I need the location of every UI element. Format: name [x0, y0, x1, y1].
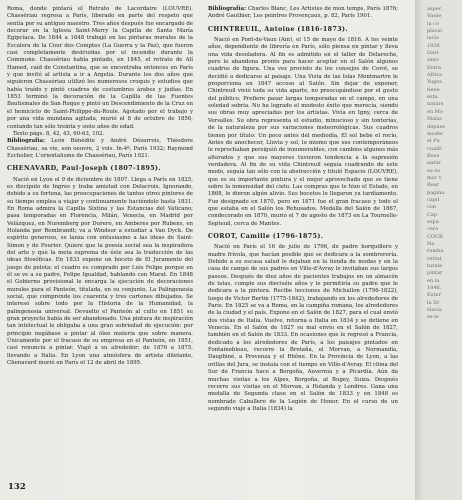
- heading-chenavard: CHENAVARD, Paul-Joseph (1807-1895).: [7, 165, 162, 173]
- edge-fragment: mar v: [427, 174, 442, 181]
- edge-fragment: pagina: [427, 189, 445, 196]
- edge-fragment: tiene: [427, 86, 440, 93]
- chasseriau-paragraph: Roma, donde pintará el Retrato de Lacordaire (LOUVRE). Chassériau regresa a París, liberado en parte del respeto que sentía por su antiguo maestro. Tres años después fue encargado de decorar en la Iglesia Saint-Merry la Capilla de Santa María Egipcíaca. De 1844 a 1848 trabajó en las pinturas murales de la Escalera de la Cour des Comptes (La Guerra y la Paz), que fueron casi completamente destruidas por el incendio durante la Commune. Chassériau había pintado, en 1845, el retrato de Alí Hamed, caíd de Constantina, que se encontraba entonces en París y que invitó al artista a ir a Argelia. Durante los dos años que siguieron Chassériau utilizó los numerosos croquis y estudios que había traído y pintó cuadros de costumbres árabes y judías. En 1853 terminó la decoración de la Capilla de las Fuentes Bautismales de San Roque y pintó un Descendimiento de la Cruz en el hemiciclo de Saint-Philippe-du-Roule. Agotado por el trabajo y por una vida mundana agitada, murió el 8 de octubre de 1856, contando tan sólo treinta y siete años de edad.: [7, 6, 193, 130]
- gutter-shadow: [415, 0, 424, 500]
- bibliography-label: Bibliografía:: [208, 6, 247, 12]
- edge-fragment: cuadr: [427, 145, 442, 152]
- edge-fragment: se le: [427, 314, 439, 321]
- edge-fragment: Africa: [427, 72, 443, 79]
- edge-fragment: natur: [427, 160, 441, 167]
- edge-fragment: cera: [427, 226, 439, 233]
- edge-fragment: ramba: [427, 248, 444, 255]
- left-column: [7, 6, 193, 368]
- bibliography-chenavard: [208, 6, 398, 21]
- edge-fragment: Na: [427, 241, 435, 247]
- edge-fragment: Buse: [427, 152, 440, 159]
- heading-chintreuil: CHINTREUIL, Antoine (1816-1873).: [208, 25, 348, 33]
- chintreuil-paragraph: Nació en Pont-de-Vaux (Ain), el 15 de mayo de 1816. A los veinte años, dependiente de librería en París, sólo piensa en pintar y lleva una vida desoladora. Al fin es admitido en el taller de Delaroche, pero lo abandona pronto para hacer aceptar en el Salón algunos cuadros de figura. Una vez provisto de los consejos de Corot, se decidió a dedicarse al paisaje. Una Vista de las Islas Montmartre le proporciona en 1847 acceso al Salón. Sin dejar de exponer, Chintreuil vivió toda su vida aparte, no preocupándose por el gusto del público. Prefiere pasar largas temporadas en el campo, en una soledad sobria. No ha logrado el modesto éxito que merecía, siendo sus obras muy apreciadas por los artistas. Vivía en Igny, cerca de Versalles. Su obra representa el estudio, minucioso y sin tonterías, de la naturaleza por sus variaciones meteorológicas. Sus cuadros tienen por título: Un poco antes del mediodía, El sol bebe el rocío, Antes de anochecer, Lluvia y sol, lo mismo que sus contemporáneos le reprochaban persiguió de innumerables, con cambios algunos más alterados y que sus mayores tuvieron tendencia a la supresión verdadera. Al fin de su vida Chintreuil seguía cuadrando de este modo, seguía tan sólo con la abstracción y tituló Espacio (LOUVRE), que es su importante pintura y el mejor aprovechado que se tiene sobre la inmensidad del cielo. Las compras que le hizo el Estado, en 1868, le dieron algún alivio. Sus bocetos le llegaron ya tardíamente. Fue designado en 1870, pero en 1871 fue el gran fracaso y todo el que estaba en el Salón los Rehusados. Medalla del Salón de 1867, condecorado en 1870, murió el 7 de agosto de 1873 en La Tournelle-Septeuil, cerca de Mantes.: [208, 37, 398, 227]
- corot-paragraph: Nació en París el 16 de julio de 1796, de padre horquillero y madre frívola, que hacían posible que se dedicara a la sombrerería. Debido a su escasa salud le dejaban en la tienda de modas y en la casa de campo de sus padres en Ville-d'Avray le invitaban sus largos paseos. Después de diez años de pacientes trabajos en un almacén de telas, cumple sus dieciséis años y le permitiría su padre que le dedicara a la pintura. Recibe lecciones de Michallon (1796-1822), luego de Victor Bertin (1775-1842), trabajando en los alrededores de París. En 1825 se va a Roma, en la campiña romana, los alrededores de la ciudad y el país. Expone en el Salón de 1827, para el cual envió dos vistas de Italia. Vuelve, retorna a Italia en 1834 y se detiene en Venecia. En el Salón de 1827 su mal envío en el Salón de 1827, también en el Salón de 1833. En ocasiones que le regresó a Francia, dedicado a los alrededores de París, a los paisajes pintados en Fontainebleau, recorre la Bretaña, el Morvan, a Normandía, Dauphiné, a Provenza y el Rhône. En la Provincia de Lyon, a las orillas del Jura, se instala con el tiempo en Ville-d'Avray. El clima del Sur de Francia hace a Borgoña, Auvernia y a Picardía. Aún da muchas visitas a los Alpes, Borgoña, al Bugey, Suiza. Después recorre sus visitas en el Morvan, a Holanda y Londres. Gana una medalla de Segunda clase en el Salón de 1833 y en 1848 es nombrado Caballero de la Legión de Honor. En el curso de un segundo viaje a Italia (1834) la: [208, 244, 398, 412]
- bibliography-label: Bibliografía:: [7, 138, 46, 145]
- facing-page-edge: [415, 0, 462, 500]
- bibliography-chasseriau: [7, 138, 193, 160]
- facing-page-text: [427, 6, 462, 322]
- edge-fragment: aspec: [427, 6, 442, 12]
- edge-fragment: Yugos: [427, 79, 442, 86]
- edge-fragment: moder: [427, 130, 444, 137]
- edge-fragment: capit: [427, 196, 440, 203]
- edge-fragment: esta: [427, 94, 438, 101]
- edge-fragment: Exter: [427, 292, 441, 299]
- edge-fragment: la Dr: [427, 299, 440, 306]
- heading-corot: COROT, Camille (1796-1875).: [208, 232, 324, 240]
- edge-fragment: Gast: [427, 50, 439, 57]
- edge-fragment: el Pu: [427, 138, 440, 145]
- edge-fragment: Vasse: [427, 13, 442, 20]
- edge-fragment: pintar: [427, 270, 443, 277]
- edge-fragment: 1846,: [427, 285, 442, 292]
- edge-fragment: plació: [427, 28, 443, 35]
- edge-fragment: Rear: [427, 182, 440, 189]
- edge-fragment: en la: [427, 277, 440, 284]
- edge-fragment: turale: [427, 263, 443, 270]
- edge-fragment: la co: [427, 20, 439, 27]
- edge-fragment: depuse: [427, 123, 446, 130]
- edge-fragment: espa: [427, 218, 439, 225]
- bibliography-text: León Bénédite y André Dézarrois, Théodore Chassériau, sa vie, son oeuvre, 2 vols. In-4º, París 1932; Raymond Escholier, L'orientalisme de Chassériau, París 1921.: [7, 138, 193, 159]
- edge-fragment: Entre: [427, 64, 442, 71]
- bibliography-text: Charles Blanc, Les Artistes de mon temps, París 1876; André Gauthier, Les peintres Provençaux, p. 82, París 1901.: [208, 6, 399, 20]
- edge-fragment: Hacia: [427, 307, 442, 314]
- edge-fragment: lacio: [427, 35, 439, 42]
- edge-fragment: sano: [427, 57, 439, 64]
- chenavard-paragraph: Nació en Lyon el 9 de diciembre de 1807. Llega a París en 1825, es discípulo de Ingres y traba amistad con Delacroix. Ignorando, debido a su fortuna, las preocupaciones de tantos otros pintores de su tiempo emplea a viajar y continuamente haciéndolo hasta 1831. En Roma admira la Capilla Sixtina y las Estancias del Vaticano; pasa temporadas en Florencia, Milán, Venecia, en Madrid por Velázquez, en Nuremberg por Durero, en Amberes por Rubens, en Holanda por Rembrandt; va a Windsor a estudiar a Van Dyck. De espíritu generoso, se lanza con entusiasmo a las ideas de Saint-Simon y de Fourier. Quiere que la poesía social sea la inspiradora del arte y que la meta suprema de éste sea la traducción de las ideas filosóficas. En 1833 expone un boceto de El Juramento del juego de pelota; el cuadro es comprado por Luis Felipe porque en él se ve a su padre, Felipe Igualdad, hablando con Marat. En 1848 el Gobierno provisional le encarga la ejecución de decoraciones murales para el Panteón, titulada, en su conjunto, La Palingenesia social, que comprende los cuarenta y tres cartones dibujados. Se interesó sobre todo por la Historia de la Humanidad, la palingenesia universal. Devuelto el Panteón al culto en 1851 su gran proyecto había de ser abandonado. Una pintura de inspiración tan intelectual le obligaba a una gran sobriedad de ejecución: por principio negábase a pintar al óleo materia que sobre manera. Únicamente por el fracaso de su empresa en el Panteón, en 1851, casi renuncia a pintar. Viajó a su alrededor; de 1876 a 1875, llevando a Italia. En Lyon una atmósfera de artista diletante, Chenavard murió en París el 12 de abril de 1895.: [7, 176, 193, 367]
- edge-fragment: su su: [427, 167, 441, 174]
- edge-fragment: COUR: [427, 233, 443, 240]
- edge-fragment: Cap: [427, 211, 438, 218]
- edge-fragment: retrat: [427, 255, 442, 262]
- edge-fragment: Malac: [427, 116, 443, 123]
- edge-fragment: naturs: [427, 101, 444, 108]
- edge-fragment: con: [427, 204, 437, 211]
- text-pages-reference: Texto págs. 8, 42, 43, 60-63, 102.: [13, 130, 105, 137]
- edge-fragment: 1838: [427, 42, 440, 49]
- right-column: [208, 6, 398, 413]
- edge-fragment: en Mo: [427, 108, 443, 115]
- page-number: 132: [8, 482, 26, 492]
